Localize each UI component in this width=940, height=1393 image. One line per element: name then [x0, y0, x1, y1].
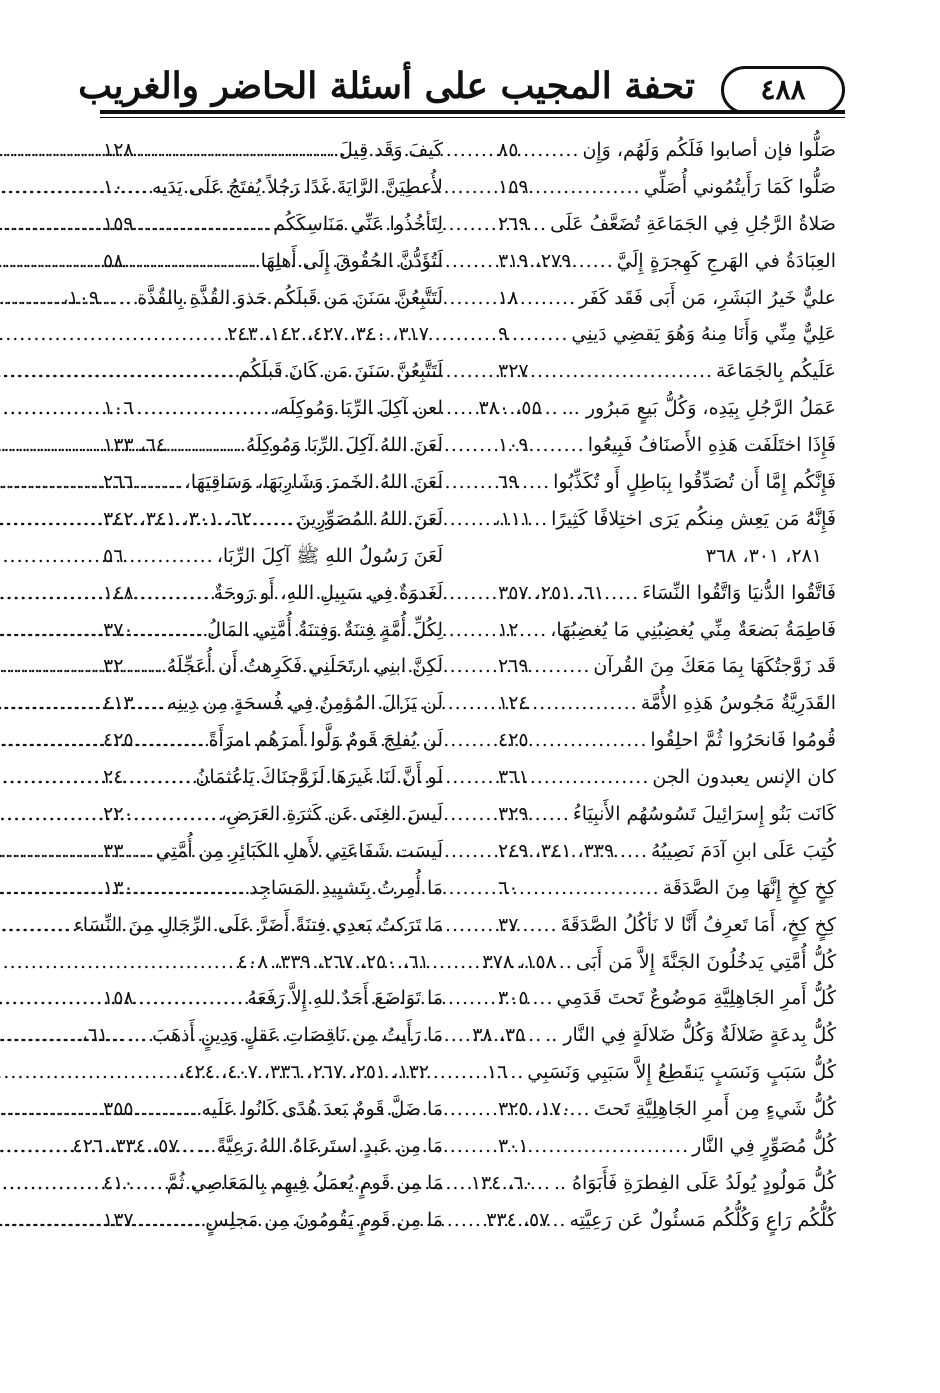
entry-pages: ٣٢٩	[498, 803, 529, 826]
entry-pages: ٦٠، ١٣٤	[470, 1171, 534, 1194]
index-entry	[103, 538, 443, 575]
entry-text: لَعَنَ اللهُ آكِلَ الرِّبَا وَمُوكِلَهُ	[245, 434, 443, 457]
entry-text: مَا ضَلَّ قَومٌ بَعدَ هُدًى كَانُوا عَلَيه	[201, 1098, 443, 1121]
index-entry	[103, 1091, 443, 1128]
dot-leader	[134, 685, 168, 722]
entry-pages: ٦٠	[498, 876, 519, 899]
dot-leader	[134, 1202, 206, 1239]
index-entry-continuation	[103, 944, 443, 981]
index-entry	[498, 280, 836, 317]
entry-text: كان الإنس يعبدون الجن	[652, 766, 836, 789]
index-column-left	[62, 132, 443, 1239]
entry-text: لَعَنَ اللهُ المُصَوِّرِينَ	[296, 507, 443, 530]
index-entry	[103, 169, 443, 206]
index-entry	[470, 1165, 836, 1202]
dot-leader	[529, 722, 651, 759]
dot-leader	[604, 575, 642, 612]
entry-text: فَاتَّقُوا الدُّنيَا وَاتَّقُوا النِّسَاءَ	[642, 581, 836, 604]
dot-leader	[134, 390, 274, 427]
dot-leader	[518, 870, 662, 907]
entry-text: كُلُّ بِدعَةٍ ضَلالَةٌ وَكُلُّ ضَلالَةٍ فِي النَّار ..	[545, 1024, 836, 1047]
entry-text: لَن يَزَالَ المُؤمِنُ فِي فُسحَةٍ مِن دِينِه	[167, 692, 443, 715]
entry-pages: ٥٥، ٣٨٠	[478, 397, 542, 420]
dot-leader	[534, 1165, 554, 1202]
dot-leader	[549, 1202, 569, 1239]
entry-pages: ١٥٩	[103, 212, 134, 235]
entry-pages: ٣٧	[498, 913, 519, 936]
dot-leader	[123, 833, 155, 870]
dot-leader	[529, 759, 653, 796]
entry-pages: ٤١٠	[103, 1171, 134, 1194]
dot-leader	[134, 206, 274, 243]
entry-text: كِخٍ كِخٍ إِنَّهَا مِنَ الصَّدَقَة	[662, 876, 836, 899]
dot-leader	[518, 280, 579, 317]
dot-leader	[529, 796, 573, 833]
entry-text: كُلُّ سَبَبٍ وَنَسَبٍ يَنقَطِعُ إِلاَّ سَبَبِي وَنَسَبِي	[527, 1061, 836, 1084]
entry-text: لَعَنَ رَسُولُ اللهِ ﷺ آكِلَ الرِّبَا،	[216, 544, 443, 567]
dot-leader	[518, 132, 582, 169]
dot-leader	[108, 1017, 128, 1054]
dot-leader	[134, 796, 221, 833]
index-entry	[498, 685, 836, 722]
index-entry	[103, 796, 443, 833]
entry-pages: ١٣٧	[103, 1208, 134, 1231]
entry-pages: ١٤٨	[103, 581, 134, 604]
entry-pages: ١٣٠	[103, 876, 134, 899]
entry-text: لَيسَ الغِنَى عَن كَثرَةِ العَرَضِ،	[220, 803, 443, 826]
index-entry	[103, 243, 443, 280]
entry-pages: ٣٢	[103, 655, 124, 678]
index-entry	[498, 206, 836, 243]
entry-pages: ١٠٦	[103, 397, 134, 420]
dot-leader	[507, 1054, 527, 1091]
dot-leader	[134, 870, 250, 907]
entry-text: لَغَدوَةٌ فِي سَبِيلِ اللهِ، أَو رَوحَةٌ	[213, 581, 443, 604]
entry-pages: ٤٢٥	[498, 729, 529, 752]
entry-pages: ١٥٨	[103, 987, 134, 1010]
entry-text: مَا مِن قَومٍ يُعمَلُ فِيهِم بِالمَعَاصِي ثُمَّ	[166, 1171, 443, 1194]
dot-leader	[252, 501, 297, 538]
entry-text: كُلُّ أُمَّتِي يَدخُلُونَ الجَنَّةَ إِلاَّ مَن أَبَى	[575, 950, 836, 973]
entry-pages: ١٥٨، ٣٧٨	[482, 950, 556, 973]
entry-pages: ٥٧، ٣٣٤	[486, 1208, 550, 1231]
dot-leader	[134, 612, 208, 649]
index-entry	[103, 612, 443, 649]
entry-pages: ١٣٢، ٢٥١، ٢٦٧، ٣٣٦، ٤٠٧، ٤٢٤،	[178, 1061, 429, 1084]
index-entry	[103, 833, 443, 870]
entry-pages: ٢٨١، ٣٠١، ٣٦٨	[705, 544, 822, 567]
index-entry	[103, 722, 443, 759]
entry-pages: ٥٦	[103, 544, 124, 567]
index-entry	[103, 1202, 443, 1239]
entry-text: كُلُّ شَيءٍ مِن أَمرِ الجَاهِلِيَّةِ تَحتَ	[593, 1098, 836, 1121]
index-entry	[81, 1017, 443, 1054]
dot-leader	[518, 464, 553, 501]
entry-pages: ٢٦٩	[498, 212, 529, 235]
entry-text: لَيسَت شَفَاعَتِي لأَهلِ الكَبَائِرِ مِن أُمَّتِي	[155, 839, 443, 862]
index-entry	[482, 944, 836, 981]
dot-leader	[531, 501, 551, 538]
dot-leader	[123, 538, 216, 575]
entry-pages: ٩	[498, 323, 509, 346]
entry-text: عَلِيٌّ مِنِّي وَأَنَا مِنهُ وَهُوَ يَقضِي دَينِي	[571, 323, 836, 346]
index-entry	[103, 206, 443, 243]
entry-text: كُلُّ مُصَوِّرٍ فِي النَّار	[692, 1135, 836, 1158]
entry-pages: ٣١٧، ٣٤٠، ٤٢٧، ١٤٢، ٢٤٣	[227, 323, 429, 346]
entry-pages: ٦٢، ٣٠١، ٣٤١، ٣٤٢	[103, 507, 252, 530]
entry-text: قَد زَوَّجتُكَهَا بِمَا مَعَكَ مِنَ القُرآن	[593, 655, 836, 678]
index-entry	[62, 280, 443, 317]
entry-text: صَلُّوا كَمَا رَأَيتُمُوني أُصَلِّي	[643, 175, 836, 198]
index-entry	[498, 870, 836, 907]
index-column-right	[470, 132, 836, 1239]
entry-text: مَا تَوَاضَعَ أَحَدٌ للهِ إِلاَّ رَفَعَهُ	[247, 987, 443, 1010]
index-entry	[103, 870, 443, 907]
entry-text: مَا أُمِرتُ بِتَشيِيدِ المَسَاجِد	[249, 876, 443, 899]
index-entry	[498, 1091, 836, 1128]
entry-text: صَلُّوا فإن أصابوا فَلَكُم وَلَهُم، وَإِن	[582, 139, 836, 161]
entry-text: فَاطِمَةُ بَضعَةٌ مِنِّي يُغضِبُنِي مَا يُغضِبُهَا،	[550, 618, 836, 641]
entry-text: مَا تَرَكتُ بَعدِي فِتنَةً أَضَرَّ عَلَى الرِّجَالِ مِنَ النِّسَاء	[73, 913, 443, 936]
index-entry	[498, 796, 836, 833]
entry-pages: ٣٦١	[498, 766, 529, 789]
index-entry	[103, 575, 443, 612]
entry-pages: ١٠٩	[498, 434, 529, 457]
entry-pages: ٦٤، ١٣٣	[103, 434, 167, 457]
entry-pages: ٨٥	[498, 139, 519, 161]
index-entry	[486, 1202, 836, 1239]
dot-leader	[123, 759, 195, 796]
entry-text: لعن آكِلَ الرِّبَا وَمُوكِلَه،	[273, 397, 443, 420]
index-entry	[103, 132, 443, 169]
index-entry	[103, 353, 443, 390]
index-entry	[494, 501, 836, 538]
entry-text: لأُعطِيَنَّ الرَّايَةَ غَدًا رَجُلاً يُفتَحُ عَلَى يَدَيه	[151, 175, 443, 198]
index-entry	[72, 1128, 443, 1165]
index-entry	[498, 648, 836, 685]
index-entry	[103, 685, 443, 722]
entry-pages: ٢٢٠	[103, 803, 134, 826]
dot-leader	[518, 907, 560, 944]
entry-text: مَا رَأَيتُ مِن نَاقِصَاتِ عَقلٍ وَدِينٍ أَذهَبَ ...	[128, 1024, 443, 1047]
dot-leader	[571, 243, 616, 280]
entry-pages: ٣٥٥	[103, 1098, 134, 1121]
dot-leader	[508, 316, 571, 353]
entry-text: فَإِنَّهُ مَن يَعِش مِنكُم يَرَى اختِلافًا كَثِيرًا	[551, 507, 836, 530]
dot-leader	[54, 907, 74, 944]
dot-leader	[134, 464, 185, 501]
entry-pages: ٢٤	[103, 766, 124, 789]
index-entry	[498, 316, 836, 353]
dot-leader	[529, 685, 641, 722]
index-entry	[103, 980, 443, 1017]
dot-leader	[123, 169, 152, 206]
dot-leader	[134, 1165, 167, 1202]
entry-text: لَن يُفلِحَ قَومٌ وَلَّوا أَمرَهُم امرَأَةً	[208, 729, 443, 752]
entry-pages: ١٧٠، ٣٢٥	[498, 1098, 572, 1121]
entry-pages: ٣٠٥	[498, 987, 529, 1010]
book-title: تحفة المجيب على أسئلة الحاضر والغريب	[78, 65, 695, 107]
index-entry	[498, 980, 836, 1017]
entry-pages: ٣٠١	[498, 1135, 529, 1158]
entry-pages: ١٥٩	[498, 175, 529, 198]
index-entry	[498, 464, 836, 501]
dot-leader	[529, 353, 716, 390]
entry-pages: ٤١٣	[103, 692, 134, 715]
dot-leader	[571, 1091, 593, 1128]
index-entry	[498, 722, 836, 759]
entry-pages: ١١١،	[494, 507, 532, 530]
entry-text: لِكُلِّ أُمَّةٍ فِتنَةٌ وَفِتنَةُ أُمَّتِي المَالُ	[207, 618, 443, 641]
dot-leader	[556, 944, 576, 981]
index-entry-continuation	[103, 1054, 443, 1091]
entry-text: عليٌّ خَيرُ البَشَرِ، مَن أَبَى فَقَد كَفَر	[579, 286, 836, 309]
entry-pages: ٣٢٧	[498, 360, 529, 383]
entry-pages: ٢٦٩	[498, 655, 529, 678]
entry-text: عَمَلُ الرَّجُلِ بِيَدِه، وَكُلُّ بَيعٍ مَبرُور ...	[561, 397, 836, 420]
entry-pages: ١٨	[498, 286, 519, 309]
entry-pages: ٣٥، ٣٨	[472, 1024, 526, 1047]
entry-pages: ٥٧، ٣٣٤، ٤٢٦	[72, 1135, 179, 1158]
dot-leader	[529, 980, 557, 1017]
entry-pages: ٦١،	[81, 1024, 109, 1047]
index-entry	[498, 833, 836, 870]
entry-text: كَيفَ وَقَد قِيلَ	[339, 139, 443, 161]
entry-text: لَتُؤَدُّنَّ الحُقُوقَ إِلَى أَهلِهَا	[260, 249, 443, 272]
entry-pages: ٦١، ٢٥٠، ٢٦٧، ٣٣٩، ٤٠٨	[237, 950, 429, 973]
entry-text: مَا مِن قَومٍ يَقُومُونَ مِن مَجلِسٍ	[205, 1208, 443, 1231]
dot-leader	[518, 612, 550, 649]
entry-text: صَلاةُ الرَّجُلِ فِي الجَمَاعَةِ تُضَعَّفُ عَلَى	[550, 212, 836, 235]
index-entry	[103, 501, 443, 538]
index-entry	[103, 427, 443, 464]
entry-text: كُلُّ أَمرِ الجَاهِلِيَّةِ مَوضُوعٌ تَحتَ قَدَمِي	[556, 987, 836, 1010]
index-entry	[498, 427, 836, 464]
entry-text: لِتَأخُذُوا عَنِّي مَنَاسِكَكُم	[273, 212, 443, 235]
dot-leader	[614, 833, 651, 870]
index-entry	[103, 464, 443, 501]
index-entry	[103, 390, 443, 427]
dot-leader	[166, 427, 246, 464]
dot-leader	[123, 243, 260, 280]
dot-leader	[529, 169, 644, 206]
entry-text: العِبَادَةُ في الهَرجِ كَهِجرَةٍ إِلَيَّ	[616, 249, 836, 272]
dot-leader	[542, 390, 562, 427]
entry-pages: ١٢٤	[498, 692, 529, 715]
dot-leader	[123, 648, 166, 685]
entry-text: قُومُوا فَانحَرُوا ثُمَّ احلِقُوا	[650, 729, 836, 752]
index-entry-continuation	[498, 538, 836, 575]
entry-text: لَعَنَ اللهُ الخَمرَ وَشَارِبَهَا، وَسَاقِيَهَا،	[184, 471, 443, 494]
entry-text: عَلَيكُم بِالجَمَاعَة	[716, 360, 836, 383]
entry-text: لَتَتَّبِعُنَّ سَنَنَ مَن قَبلَكُم حَذوَ القُذَّةِ بِالقُذَّة ..	[119, 286, 443, 309]
entry-text: لَو أَنَّ لَنَا غَيرَهَا لَزَوَّجنَاكَ يَاعُثمَانُ	[195, 766, 443, 789]
index-entry	[498, 1128, 836, 1165]
entry-pages: ١٢٨	[103, 139, 134, 161]
entry-text: كِخٍ كِخٍ، أَمَا تَعرِفُ أَنَّا لا نَأكُلُ الصَّدَقَةَ	[560, 913, 836, 936]
index-entry	[478, 390, 836, 427]
header-rule-thick	[100, 110, 845, 114]
index-entry	[498, 132, 836, 169]
index-entry	[103, 759, 443, 796]
dot-leader	[179, 1128, 199, 1165]
entry-text: كُلُّ مَولُودٍ يُولَدُ عَلَى الفِطرَةِ فَأَبَوَاهُ ..	[553, 1171, 836, 1194]
index-entry	[498, 243, 836, 280]
entry-pages: ٣٧٠	[103, 618, 134, 641]
dot-leader	[529, 427, 588, 464]
entry-pages: ٢٦٦	[103, 471, 134, 494]
index-entry	[498, 353, 836, 390]
entry-pages: ٥٨	[103, 249, 124, 272]
dot-leader	[134, 1091, 202, 1128]
index-entry	[498, 169, 836, 206]
dot-leader	[103, 353, 238, 390]
index-entry	[498, 759, 836, 796]
entry-text: كُتِبَ عَلَى ابنِ آدَمَ نَصِيبُهُ	[650, 839, 836, 862]
index-entry-continuation	[103, 316, 443, 353]
dot-leader	[525, 1017, 545, 1054]
index-entry	[498, 907, 836, 944]
entry-text: القَدَرِيَّةُ مَجُوسُ هَذِهِ الأُمَّة	[640, 692, 836, 715]
index-entry	[103, 648, 443, 685]
entry-pages: ٦٩	[498, 471, 519, 494]
entry-text: مَا مِن عَبدٍ استَرعَاهُ اللهُ رَعِيَّةً ..	[198, 1135, 443, 1158]
entry-pages: ١٠	[103, 175, 124, 198]
index-entry	[498, 612, 836, 649]
entry-text: كَانَت بَنُو إِسرَائِيلَ تَسُوسُهُم الأَنبِيَاءُ	[572, 803, 836, 826]
entry-pages: ٣٣	[103, 839, 124, 862]
dot-leader	[134, 132, 339, 169]
dot-leader	[529, 206, 550, 243]
index-entry	[103, 1165, 443, 1202]
entry-pages: ٣٣٩، ٣٤١، ٢٤٩	[498, 839, 615, 862]
entry-text: لَتَتَّبِعُنَّ سَنَنَ مَن كَانَ قَبلَكُم	[238, 360, 443, 383]
header-rule-thin	[100, 117, 845, 118]
dot-leader	[134, 575, 214, 612]
entry-text: كُلُّكُم رَاعٍ وَكُلُّكُم مَسئُولٌ عَن رَعِيَّتِه	[569, 1208, 836, 1231]
index-entry	[498, 575, 836, 612]
entry-text: فَإِنَّكُم إِمَّا أَن تُصَدِّقُوا بِبَاطِلٍ أَو تُكَذِّبُوا	[553, 471, 836, 494]
entry-pages: ١٢	[498, 618, 519, 641]
entry-pages: ١٠٩،	[62, 286, 100, 309]
index-entry	[73, 907, 443, 944]
entry-pages: ٤٢٥	[103, 729, 134, 752]
dot-leader	[134, 722, 209, 759]
index-entry	[472, 1017, 836, 1054]
entry-pages: ٢٧٩، ٣١٩	[498, 249, 572, 272]
entry-text: لَكِنَّ ابنِي ارتَحَلَنِي فَكَرِهتُ أَن أُعَجِّلَهُ	[166, 655, 443, 678]
dot-leader	[529, 1128, 692, 1165]
entry-pages: ١٦	[486, 1061, 508, 1084]
dot-leader	[99, 280, 119, 317]
page-number-badge	[721, 66, 845, 114]
dot-leader	[134, 980, 248, 1017]
entry-text: فَإِذَا اختَلَفَت هَذِهِ الأَصنَافُ فَبِيعُوا	[587, 434, 836, 457]
page-number: ٤٨٨	[760, 73, 806, 106]
entry-pages: ٦١، ٢٥١، ٣٥٧	[498, 581, 605, 604]
dot-leader	[529, 648, 594, 685]
index-entry	[486, 1054, 836, 1091]
